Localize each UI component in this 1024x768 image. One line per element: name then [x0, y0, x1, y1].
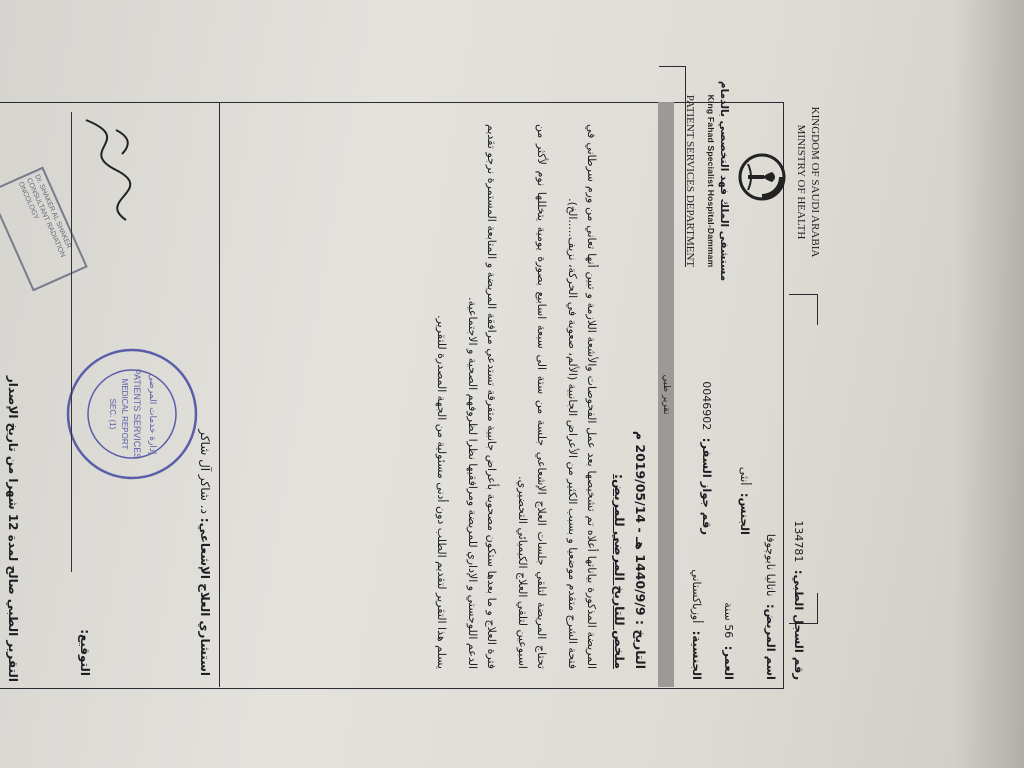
stamp-arabic: إدارة خدمات المرضى [147, 373, 157, 455]
name-label: اسم المريض: [764, 603, 778, 680]
nationality-value: أوزباكستاني [690, 569, 703, 624]
age-value: 56 سنة [722, 602, 735, 639]
sex-value: أنثى [738, 466, 751, 486]
mrn-label: رقم السجل الطبي: [792, 569, 806, 680]
medical-report-page [0, 54, 832, 694]
doctor-stamp-text: Dr. SHAKER AL SHAKER CONSULTANT RADIATION ONCOLOGY [16, 173, 73, 259]
passport-label: رقم جواز السفر: [700, 437, 714, 535]
country-name: KINGDOM OF SAUDI ARABIA [809, 106, 821, 258]
hospital-name-english: King Fahad Specialist Hospital-Dammam [706, 94, 716, 268]
mrn-value: 134781 [792, 520, 805, 563]
consultant-name: د. شاكر آل شاكر [198, 429, 212, 514]
stamp-line-3: SEC. (1) [108, 398, 117, 430]
age-label: العمر: [722, 645, 736, 680]
validity-note: التقرير الطبي صالح لمدة 12 شهرا من تاريخ الإصدار [6, 375, 20, 682]
report-type-label: تقرير طبي [661, 374, 671, 415]
summary-title: ملخص للتاريخ المرضي للمريض: [612, 473, 627, 669]
department-name: PATIENT SERVICES DEPARTMENT [684, 94, 696, 268]
report-body [420, 124, 648, 669]
paragraph-followup: فترة العلاج و ما بعدها ستكون مصحوبة بأعراض جانبية متفرقة تستدعي مرافقة المريضة و المتابعة المستمرة نرجو تقديم الدعم اللوجستي و الإداري للمريضة ومرافقيها نظرا لظروفهم الصحية و الاجتماعية. [466, 124, 498, 669]
hospital-logo-icon [732, 142, 788, 212]
consultant-label: استشاري العلاج الإشعاعي: [198, 517, 212, 676]
age-row [700, 230, 736, 680]
hospital-name-arabic: مستشفى الملك فهد التخصصي بالدمام [718, 80, 730, 282]
handwritten-signature [66, 110, 156, 250]
sex-label: الجنس: [738, 492, 752, 535]
report-type-band [658, 102, 674, 687]
nationality-row [686, 230, 704, 680]
paragraph-diagnosis: المريضة المذكورة بياناتها أعلاه تم تشخيصها بعد عمل الفحوصات والأشعة اللازمة و تبين أنها تعاني من ورم سرطاني في فتحة الشرج متقدم موضعيا و بسبب الكثير من الأعراض الجانبية (الألم، صعوبة في الحركة، نزيف.....الخ). [566, 124, 598, 669]
footer-divider [219, 102, 220, 687]
signature-label: التوقيع: [78, 629, 92, 676]
stamp-line-2: MEDICAL REPORT [120, 378, 129, 450]
date-label: التاريخ : [633, 619, 648, 669]
paragraph-treatment: تحتاج المريضة لتلقي جلسات العلاج الإشعاعي جلسة من ستة الى سبعة اسابيع بصورة يومية يتخللها نوم لأكثر من اسبوعين لتلقي العلاج الكيميائي التحضيري. [516, 124, 548, 669]
name-value: ناتاليا نابوچوفا [764, 533, 777, 597]
paragraph-disclaimer: يسلم هذا التقرير لتقديم الطلب دون أدنى مسئولية من الجهة المصدرة للتقرير. [435, 315, 448, 669]
ministry-name: MINISTRY OF HEALTH [795, 124, 807, 240]
report-date [633, 124, 648, 669]
name-row [738, 230, 778, 680]
stamp-line-1: PATIENTS SERVICES [132, 368, 142, 460]
photo-shadow [954, 0, 1024, 768]
date-value: 1440/9/9 هـ - 2019/05/14 م [633, 430, 648, 616]
passport-value: 0046902 [700, 381, 713, 431]
patient-services-stamp [62, 344, 202, 484]
mrn-row [788, 230, 806, 680]
nationality-label: الجنسية: [690, 630, 704, 680]
signature-line [71, 112, 72, 572]
